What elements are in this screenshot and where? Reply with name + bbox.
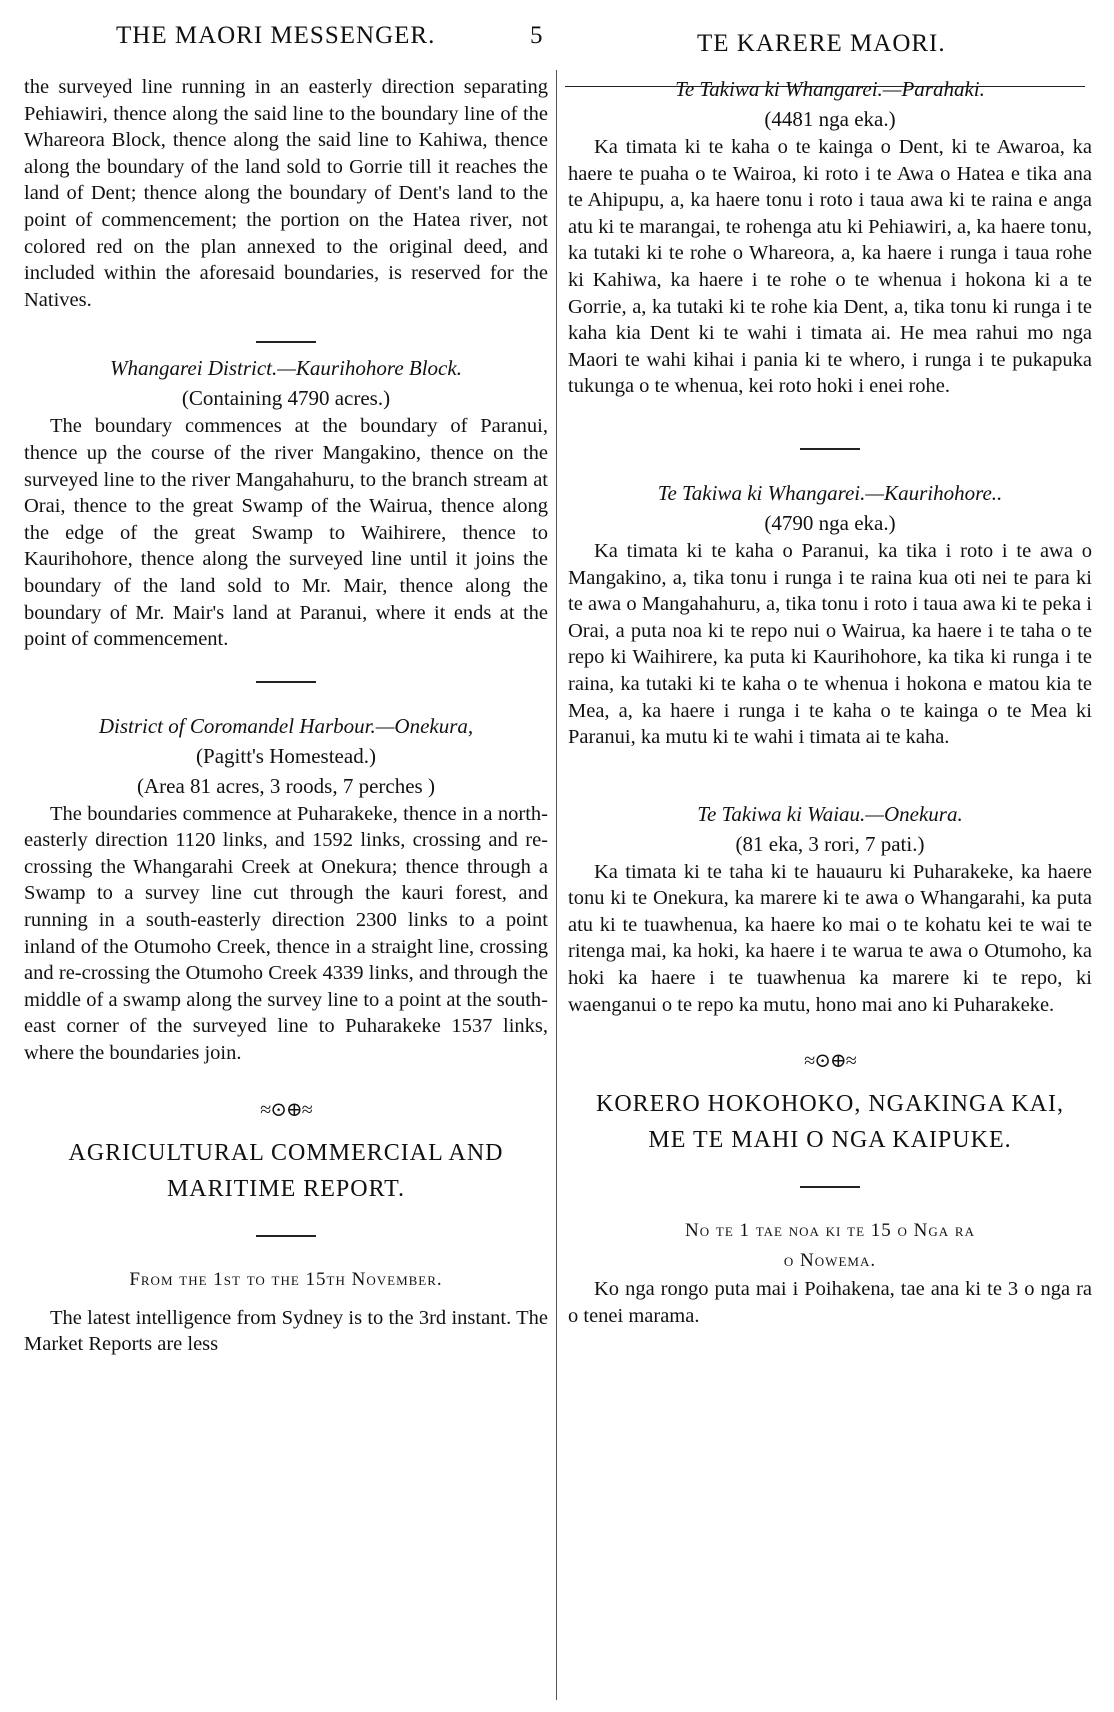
page-header [0, 14, 1114, 57]
report-opening: The latest intelligence from Sydney is to the 3rd instant. The Market Reports are less [24, 1306, 548, 1356]
report-heading-maori-line1: KORERO HOKOHOKO, NGAKINGA KAI, [596, 1091, 1064, 1118]
report-heading-maori-line2: ME TE MAHI O NGA KAIPUKE. [648, 1127, 1012, 1154]
kaurihohore-boundaries: The boundary commences at the boundary of Paranui, thence up the course of the river Mangakino, thence on the surveyed line to the river Mangahahuru, to the branch stream at Orai, thence to the great Swamp of the Wairua, thence along the edge of the great Swamp to Waihirere, thence to Kaurihohore, thence along the surveyed line until it joins the boundary of the land sold to Mr. Mair, thence along the boundary of Mr. Mair's land at Paranui, where it ends at the point of commencement. [24, 415, 548, 651]
column-divider [556, 70, 557, 1700]
header-maori-title: TE KARERE MAORI. [697, 30, 946, 57]
section-title-kaurihohore-maori: Te Takiwa ki Whangarei.—Kaurihohore.. [657, 480, 1003, 505]
english-paragraph-continued: the surveyed line running in an easterly direction separating Pehiawiri, thence along the said line to the boundary line of the Whareora Block, thence along the said line to Kahiwa, thence along the boundary of the land sold to Gorrie till it reaches the land of Dent; thence along the boundary of Dent's land to the point of commencement; the portion on the Hatea river, not colored red on the plan annexed to the original deed, and included within the aforesaid boundaries, is reserved for the Natives. [24, 76, 548, 311]
report-date-maori-line1: No te 1 tae noa ki te 15 o Nga ra [685, 1220, 975, 1242]
report-heading-line1: AGRICULTURAL COMMERCIAL AND [68, 1139, 504, 1166]
section-title-kaurihohore: Whangarei District.—Kaurihohore Block. [110, 356, 462, 381]
ornament-divider: ≈⊙⊕≈ [260, 1098, 312, 1121]
section-subtitle-homestead: (Pagitt's Homestead.) [196, 743, 376, 768]
english-column [24, 74, 548, 1358]
section-subtitle-acreage: (Containing 4790 acres.) [181, 386, 391, 411]
report-date-maori-line2: o Nowema. [783, 1250, 877, 1272]
onekura-boundaries: The boundaries commence at Puharakeke, thence in a north-easterly direction 1120 links, and 1592 links, crossing and re-crossing the Whangarahi Creek at Onekura; thence through a Swamp to a survey line cut through the kauri forest, and running in a south-easterly direction 2300 links to a point inland of the Otumoho Creek, thence in a straight line, crossing and re-crossing the Otumoho Creek 4339 links, and through the middle of a swamp along the survey line to a point at the south-east corner of the surveyed line to Puharakeke 1537 links, where the boundaries join. [24, 802, 548, 1065]
section-subtitle-eka: (4790 nga eka.) [764, 510, 896, 535]
kaurihohore-rohe: Ka timata ki te kaha o Paranui, ka tika i roto i te awa o Mangakino, a, tika tonu i runga i te raina kua oti nei te para ki te awa o Mangahahuru, a, tika tonu i roto i taua awa ki te peka i Orai, a puta noa ki te repo nui o Wairua, ka haere i te taha o te repo ki Waihirere, ka puta ki Kaurihohore, ka tika ki runga i te raina, ka tutaki ki te kaha o te whenua i hokona e matou kia te Mea, a, ka haere i runga i te kaha o te kainga o te Mea ki Paranui, ka mutu ki te wahi i timata ai te kaha. [568, 539, 1092, 749]
header-english-title: THE MAORI MESSENGER. [116, 22, 436, 49]
page-number: 5 [530, 22, 544, 49]
report-opening-maori: Ko nga rongo puta mai i Poihakena, tae ana ki te 3 o nga ra o tenei marama. [568, 1278, 1092, 1327]
section-title-waiau: Te Takiwa ki Waiau.—Onekura. [697, 801, 963, 826]
report-date-range: From the 1st to the 15th November. [129, 1268, 443, 1290]
section-title-parahaki: Te Takiwa ki Whangarei.—Parahaki. [675, 77, 985, 101]
onekura-rohe: Ka timata ki te taha ki te hauauru ki Puharakeke, ka haere tonu ki te Onekura, ka marere ki te awa o Whangarahi, ka puta atu ki te tuawhenua, ka haere ko mai o te kohatu kei te wai te ritenga mai, ka hoki, ka haere i te warua te awa o Otumoho, ka hoki ka haere i te tuawhenua ka marere ki te repo, ki waenganui o te repo ka mutu, hono mai ano ki Puharakeke. [568, 860, 1092, 1016]
section-subtitle-eka: (4481 nga eka.) [764, 107, 896, 131]
section-subtitle-area-maori: (81 eka, 3 rori, 7 pati.) [735, 831, 925, 856]
report-heading-line2: MARITIME REPORT. [166, 1175, 406, 1202]
maori-column [568, 74, 1092, 1329]
section-subtitle-area: (Area 81 acres, 3 roods, 7 perches ) [137, 773, 435, 798]
section-title-onekura: District of Coromandel Harbour.—Onekura, [98, 713, 474, 738]
ornament-divider: ≈⊙⊕≈ [804, 1050, 856, 1073]
parahaki-rohe: Ka timata ki te kaha o te kainga o Dent, ki te Awaroa, ka haere te puaha o te Wairoa, ki roto i te Awa o Hatea e tika ana te Ahipupu, a, ka haere tonu i roto i taua awa ki te raina e anga atu ki te marangai, te rohenga atu ki Pehiawiri, a, ka haere tonu, ka tutaki ki te rohe o Whareora, a, ka haere i runga i taua rohe ki Kahiwa, ka haere i te rohe o te whenua i hokona ki a te Gorrie, a, ka tutaki ki te rohe kia Dent, a, tika tonu ki runga i te kaha kia Dent ki te wahi i timata ai. He mea rahui mo nga Maori te wahi kihai i pania ki te whero, i runga i te pukapuka tukunga o te whenua, kei roto hoki i enei rohe. [568, 136, 1092, 398]
